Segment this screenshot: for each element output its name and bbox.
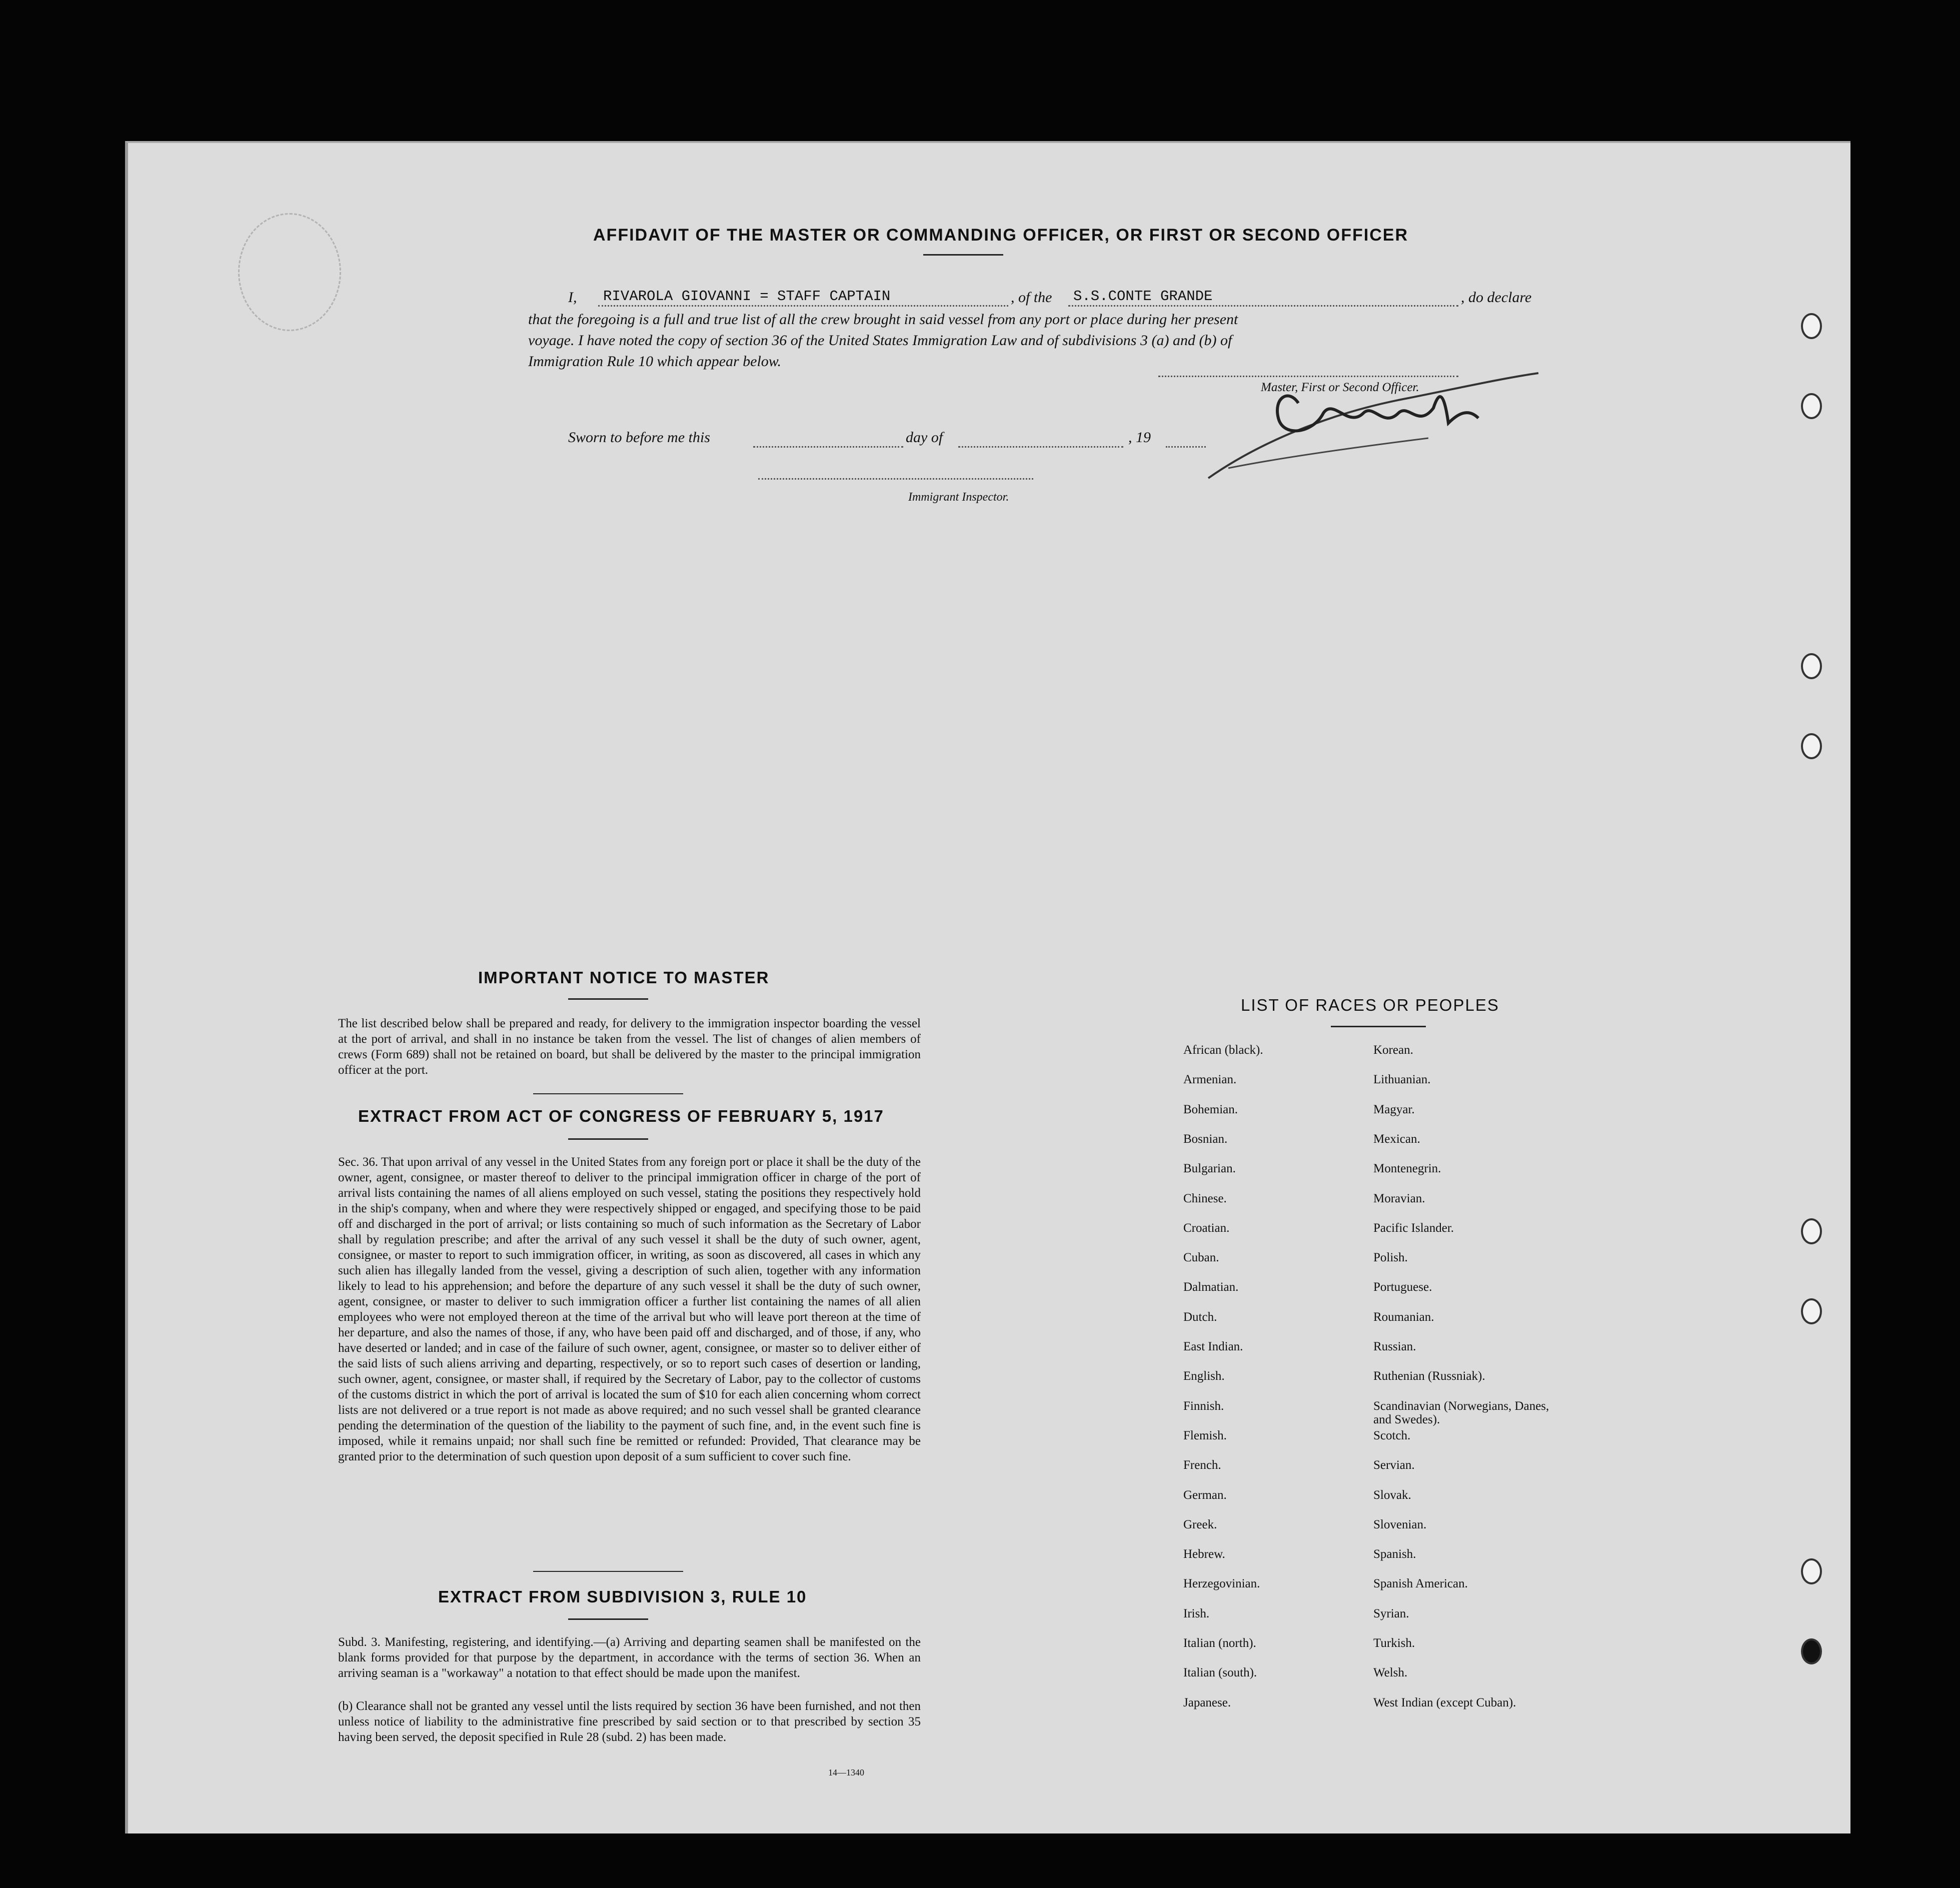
affidavit-line-4: Immigration Rule 10 which appear below. (528, 353, 782, 370)
race-item: Servian. (1373, 1458, 1415, 1472)
punch-hole (1801, 1558, 1822, 1584)
race-item: Welsh. (1373, 1666, 1408, 1680)
race-item: Scandinavian (Norwegians, Danes, and Swedes). (1373, 1399, 1549, 1426)
race-item: Syrian. (1373, 1606, 1409, 1620)
notice-text: The list described below shall be prepared and ready, for delivery to the immigration inspector boarding the vessel at the port of arrival, and shall in no instance be taken from the vessel. The list of changes of alien members of crews (Form 689) shall not be retained on board, but shall be delivered by the master to the principal immigration officer at the port. (338, 1017, 921, 1077)
races-title: LIST OF RACES OR PEOPLES (1241, 996, 1499, 1014)
act-underline (568, 1138, 648, 1140)
race-item: Dutch. (1183, 1310, 1217, 1324)
signature-line (1158, 376, 1458, 377)
punch-hole (1801, 653, 1822, 679)
punch-hole (1801, 1298, 1822, 1324)
document-sheet (125, 141, 1850, 1833)
race-item: Russian. (1373, 1340, 1416, 1353)
act-title: EXTRACT FROM ACT OF CONGRESS OF FEBRUARY 5, 1917 (358, 1107, 884, 1125)
race-item: Italian (south). (1183, 1666, 1257, 1680)
declare-label: , do declare (1461, 289, 1532, 306)
race-item: Bosnian. (1183, 1132, 1228, 1146)
race-item: Lithuanian. (1373, 1073, 1431, 1087)
form-number: 14—1340 (828, 1767, 864, 1777)
race-item: Moravian. (1373, 1191, 1425, 1205)
race-item: West Indian (except Cuban). (1373, 1695, 1516, 1709)
officer-name-line (598, 305, 1008, 307)
affidavit-line-3: voyage. I have noted the copy of section 36 of the United States Immigration Law and of subdivisions 3 (a) and (b) of (528, 332, 1232, 349)
race-item: Greek. (1183, 1517, 1217, 1531)
race-item: French. (1183, 1458, 1221, 1472)
race-item: Herzegovinian. (1183, 1577, 1260, 1591)
race-item: Italian (north). (1183, 1636, 1256, 1650)
race-item: Irish. (1183, 1606, 1210, 1620)
race-item: Spanish American. (1373, 1577, 1468, 1591)
sworn-label: Sworn to before me this (568, 429, 710, 446)
race-item: Portuguese. (1373, 1280, 1432, 1294)
separator (533, 1093, 683, 1094)
race-item: Ruthenian (Russniak). (1373, 1369, 1485, 1383)
affidavit-line-2: that the foregoing is a full and true list of all the crew brought in said vessel from any port or place during her present (528, 311, 1238, 328)
punch-hole (1801, 733, 1822, 759)
separator (533, 1571, 683, 1572)
punch-hole (1801, 1218, 1822, 1244)
race-item: Scotch. (1373, 1428, 1411, 1442)
races-underline (1331, 1026, 1426, 1027)
notice-underline (568, 998, 648, 1000)
year-label: , 19 (1128, 429, 1151, 446)
race-item: Bohemian. (1183, 1102, 1238, 1116)
affidavit-i-label: I, (568, 289, 577, 306)
race-item: Bulgarian. (1183, 1162, 1236, 1176)
race-item: Slovenian. (1373, 1517, 1427, 1531)
race-item: Korean. (1373, 1043, 1413, 1057)
race-item: Roumanian. (1373, 1310, 1434, 1324)
sworn-year-line (1166, 446, 1206, 448)
race-item: Finnish. (1183, 1399, 1224, 1413)
race-item: Montenegrin. (1373, 1162, 1441, 1176)
race-item: Armenian. (1183, 1073, 1237, 1087)
race-item: Japanese. (1183, 1695, 1231, 1709)
race-item: Dalmatian. (1183, 1280, 1239, 1294)
rule-underline (568, 1618, 648, 1620)
affidavit-title: AFFIDAVIT OF THE MASTER OR COMMANDING OFFICER, OR FIRST OR SECOND OFFICER (593, 226, 1408, 245)
race-item: Flemish. (1183, 1428, 1227, 1442)
official-stamp (238, 213, 341, 331)
race-item: Slovak. (1373, 1488, 1411, 1502)
punch-hole (1801, 393, 1822, 419)
vessel-name: S.S.CONTE GRANDE (1073, 288, 1213, 305)
race-item: German. (1183, 1488, 1227, 1502)
inspector-line (758, 478, 1033, 480)
race-item: Chinese. (1183, 1191, 1227, 1205)
of-the-label: , of the (1011, 289, 1052, 306)
race-item: Polish. (1373, 1251, 1408, 1265)
signature-caption: Master, First or Second Officer. (1261, 381, 1419, 394)
punch-hole (1801, 1638, 1822, 1664)
vessel-name-line (1068, 305, 1458, 307)
day-of-label: day of (906, 429, 943, 446)
inspector-caption: Immigrant Inspector. (908, 491, 1009, 504)
act-text: Sec. 36. That upon arrival of any vessel in the United States from any foreign port or place it shall be the duty of the owner, agent, consignee, or master thereof to deliver to the principal immigration officer in charge of the port of arrival lists containing the names of all aliens employed on such vessel, stating the positions they respectively hold in the ship's company, when and where they were respectively shipped or engaged, and specifying those to be paid off and discharged in the port of arrival; or lists containing so much of such information as the Secretary of Labor shall by regulation prescribe; and after the arrival of any such vessel it shall be the duty of such owner, agent, consignee, or master to report to such immigration officer, in writing, as soon as discovered, all cases in which any such alien has illegally landed from the vessel, giving a description of such alien, together with any information likely to lead to his apprehension; and before the departure of any such vessel it shall be the duty of such owner, agent, consignee, or master to deliver to such immigration officer a further list containing the names of all alien employees who were not employed thereon at the time of the arrival but who will leave port thereon at the time of her departure, and also the names of those, if any, who have been paid off and discharged, and of those, if any, who have deserted or landed; and in case of the failure of such owner, agent, consignee, or master so to deliver either of the said lists of such aliens arriving and departing, respectively, or so to report such cases of desertion or landing, such owner, agent, consignee, or master shall, if required by the Secretary of Labor, pay to the collector of customs of the customs district in which the port of arrival is located the sum of $10 for each alien concerning whom correct lists are not delivered or a true report is not made as above required; and no such vessel shall be granted clearance pending the determination of the question of the liability to the payment of such fine, and, in the event such fine is imposed, while it remains unpaid; nor shall such fine be remitted or refunded: Provided, That clearance may be granted prior to the determination of such question upon deposit of a sum sufficient to cover such fine. (338, 1155, 921, 1463)
rule-text-b: (b) Clearance shall not be granted any vessel until the lists required by section 36 have been furnished, and not then unless notice of liability to the administrative fine prescribed by said section or to that prescribed by section 35 having been served, the deposit specified in Rule 28 (subd. 2) has been made. (338, 1699, 921, 1744)
race-item: Turkish. (1373, 1636, 1415, 1650)
sworn-day-line (753, 446, 903, 448)
race-item: Magyar. (1373, 1102, 1415, 1116)
race-item: Cuban. (1183, 1251, 1219, 1265)
rule-title: EXTRACT FROM SUBDIVISION 3, RULE 10 (438, 1587, 807, 1606)
title-underline (923, 254, 1003, 256)
race-item: Croatian. (1183, 1221, 1230, 1235)
race-item: Hebrew. (1183, 1547, 1225, 1561)
race-item: Spanish. (1373, 1547, 1416, 1561)
handwritten-signature (1198, 358, 1548, 488)
race-item: English. (1183, 1369, 1225, 1383)
sworn-month-line (958, 446, 1123, 448)
race-item: African (black). (1183, 1043, 1263, 1057)
race-item: Mexican. (1373, 1132, 1420, 1146)
rule-text-a: Subd. 3. Manifesting, registering, and identifying.—(a) Arriving and departing seamen shall be manifested on the blank forms provided for that purpose by the department, in accordance with the terms of section 36. When an arriving seaman is a "workaway" a notation to that effect should be made upon the manifest. (338, 1635, 921, 1680)
officer-name: RIVAROLA GIOVANNI = STAFF CAPTAIN (603, 288, 891, 305)
race-item: Pacific Islander. (1373, 1221, 1454, 1235)
punch-hole (1801, 313, 1822, 339)
race-item: East Indian. (1183, 1340, 1243, 1353)
notice-title: IMPORTANT NOTICE TO MASTER (478, 968, 770, 987)
